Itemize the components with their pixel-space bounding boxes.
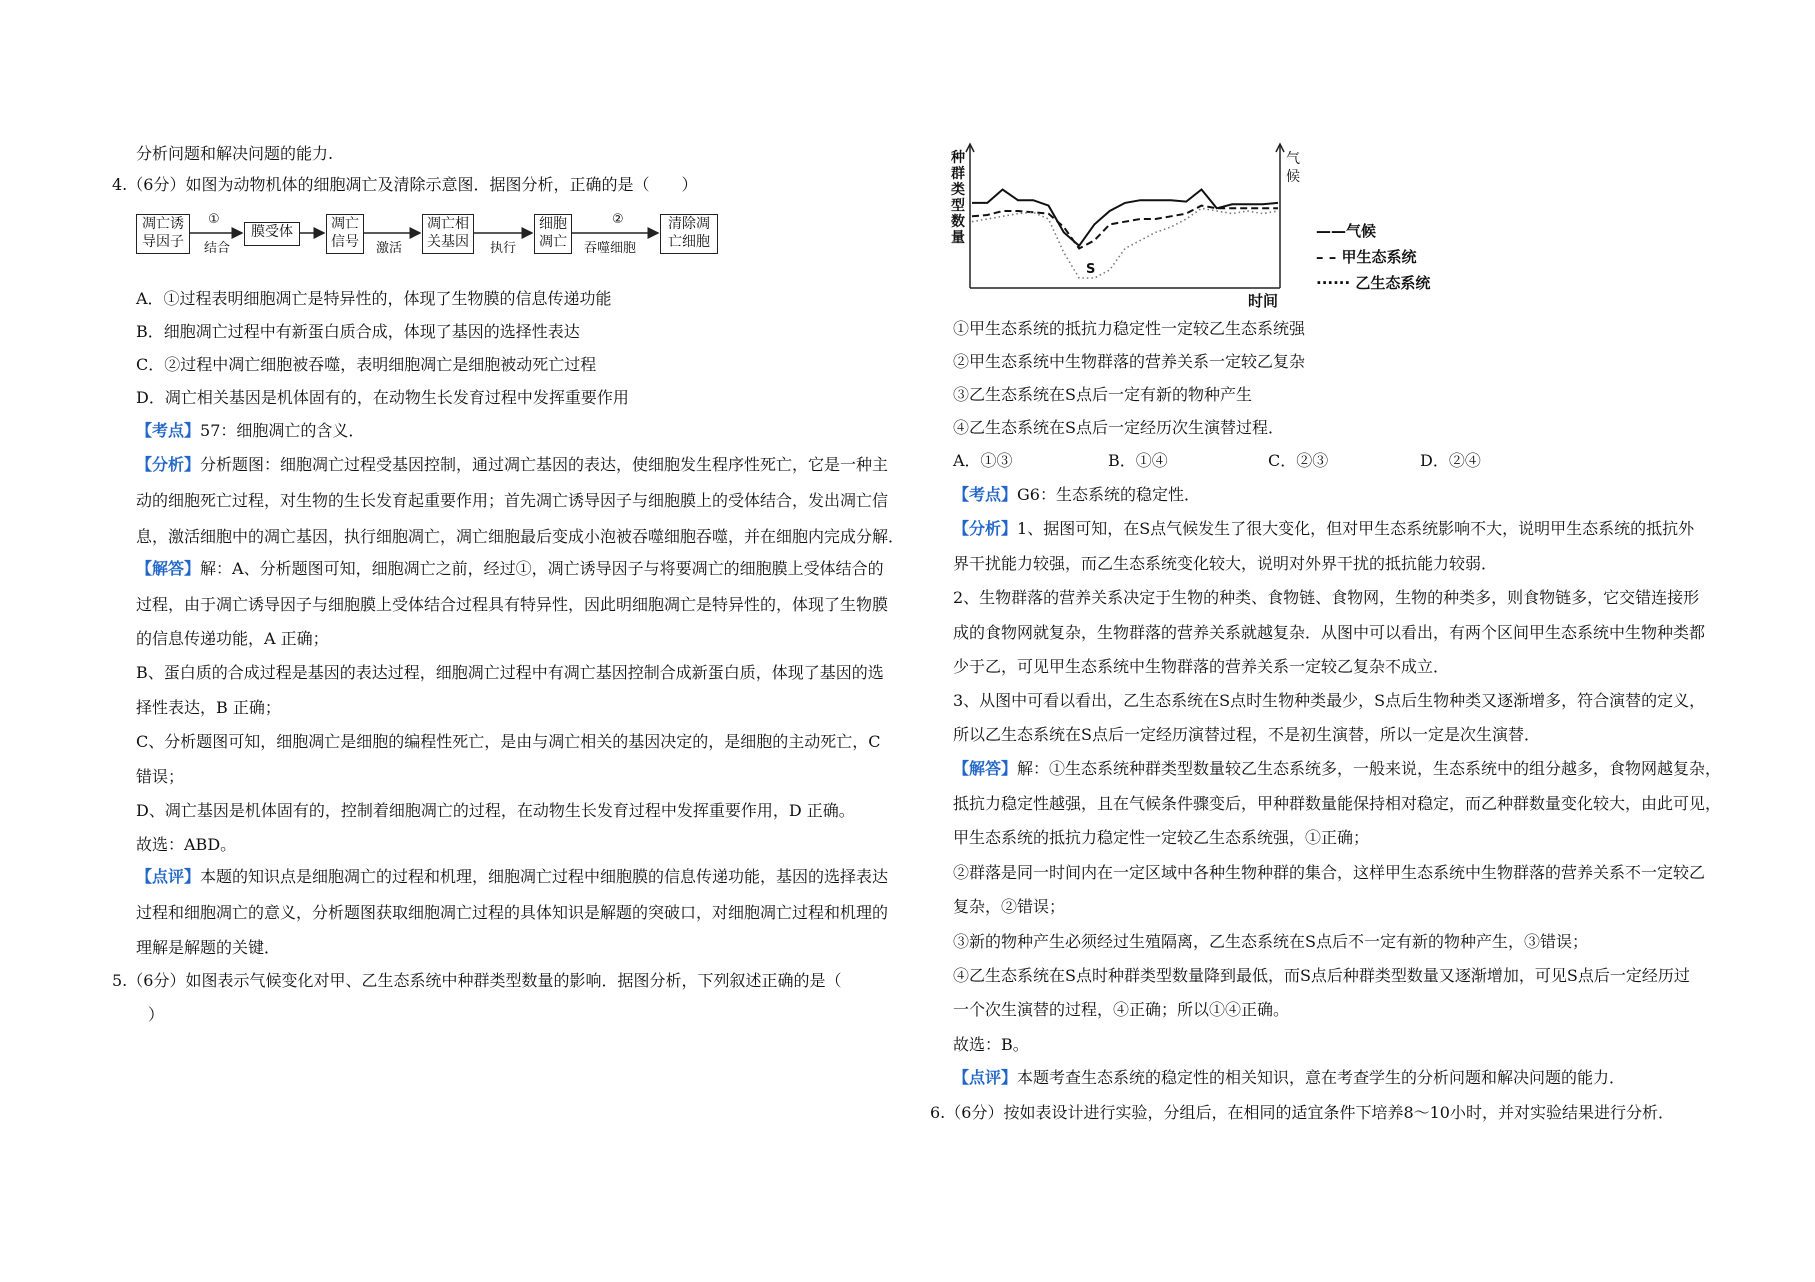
dianping-right: 【点评】本题考查生态系统的稳定性的相关知识，意在考查学生的分析问题和解决问题的能力． bbox=[953, 1068, 1626, 1087]
apoptosis-flow-diagram bbox=[136, 212, 726, 262]
arrow-activate-label: 激活 bbox=[376, 241, 403, 256]
step-2-number: ② bbox=[612, 212, 624, 227]
step-1-number: ① bbox=[208, 212, 220, 227]
jieda-right-2: 抵抗力稳定性越强，且在气候条件骤变后，甲种群数量能保持相对稳定，而乙种群数量变化较大，由此可见， bbox=[953, 794, 1722, 813]
option-d: D．凋亡相关基因是机体固有的，在动物生长发育过程中发挥重要作用 bbox=[136, 388, 629, 407]
statement-4: ④乙生态系统在S点后一定经历次生演替过程． bbox=[953, 418, 1284, 437]
jieda-7: 错误； bbox=[136, 767, 185, 786]
jieda-2: 过程，由于凋亡诱导因子与细胞膜上受体结合过程具有特异性，因此明细胞凋亡是特异性的，体现了生物膜 bbox=[136, 595, 889, 614]
question-5: 5.（6分）如图表示气候变化对甲、乙生态系统中种群类型数量的影响．据图分析，下列叙述正确的是（ bbox=[112, 971, 842, 990]
chart-s-label: S bbox=[1086, 262, 1096, 277]
legend-system-a: – – 甲生态系统 bbox=[1316, 248, 1417, 266]
flow-box-apoptosis: 细胞 凋亡 bbox=[534, 214, 572, 254]
fenxi-right-7: 所以乙生态系统在S点后一定经历演替过程，不是初生演替，所以一定是次生演替． bbox=[953, 725, 1540, 744]
option-c: C．②过程中凋亡细胞被吞噬，表明细胞凋亡是细胞被动死亡过程 bbox=[136, 355, 597, 374]
fenxi-1: 【分析】分析题图：细胞凋亡过程受基因控制，通过凋亡基因的表达，使细胞发生程序性死亡，它是一种主 bbox=[136, 455, 889, 474]
step-2-label: 吞噬细胞 bbox=[584, 241, 637, 256]
jieda-8: D、凋亡基因是机体固有的，控制着细胞凋亡的过程，在动物生长发育过程中发挥重要作用，D 正确。 bbox=[136, 801, 855, 820]
option-a-right: A．①③ bbox=[953, 451, 1013, 470]
option-b-right: B．①④ bbox=[1108, 451, 1168, 470]
chart-x-label: 时间 bbox=[1248, 292, 1279, 310]
jieda-right-7: ④乙生态系统在S点时种群类型数量降到最低，而S点后种群类型数量又逐渐增加，可见S点后一定经历过 bbox=[953, 966, 1690, 985]
flow-box-receptor: 膜受体 bbox=[244, 222, 300, 246]
question-6: 6.（6分）按如表设计进行实验，分组后，在相同的适宜条件下培养8～10小时，并对实验结果进行分析． bbox=[930, 1103, 1674, 1122]
jieda-right-1: 【解答】解：①生态系统种群类型数量较乙生态系统多，一般来说，生态系统中的组分越多，食物网越复杂， bbox=[953, 759, 1722, 778]
jieda-right-5: 复杂，②错误； bbox=[953, 897, 1066, 916]
chart-y-label: 种群类型数量 bbox=[951, 150, 965, 246]
statement-3: ③乙生态系统在S点后一定有新的物种产生 bbox=[953, 385, 1252, 404]
jieda-right-4: ②群落是同一时间内在一定区域中各种生物种群的集合，这样甲生态系统中生物群落的营养关系不一定较乙 bbox=[953, 863, 1706, 882]
statement-2: ②甲生态系统中生物群落的营养关系一定较乙复杂 bbox=[953, 352, 1306, 371]
legend-climate: ——气候 bbox=[1316, 222, 1377, 240]
series-system-b-line bbox=[972, 208, 1278, 278]
kaodian: 【考点】57：细胞凋亡的含义． bbox=[136, 421, 365, 440]
dianping-2: 过程和细胞凋亡的意义，分析题图获取细胞凋亡过程的具体知识是解题的突破口，对细胞凋亡过程和机理的 bbox=[136, 903, 889, 922]
dianping-1: 【点评】本题的知识点是细胞凋亡的过程和机理，细胞凋亡过程中细胞膜的信息传递功能，基因的选择表达 bbox=[136, 867, 889, 886]
flow-box-signal: 凋亡 信号 bbox=[326, 214, 364, 254]
jieda-1: 【解答】解：A、分析题图可知，细胞凋亡之前，经过①，凋亡诱导因子与将要凋亡的细胞膜上受体结合的 bbox=[136, 559, 884, 578]
legend-system-b: ······ 乙生态系统 bbox=[1316, 274, 1431, 292]
fenxi-right-6: 3、从图中可看以看出，乙生态系统在S点时生物种类最少，S点后生物种类又逐渐增多，符合演替的定义， bbox=[953, 691, 1706, 710]
flow-arrows bbox=[136, 212, 726, 262]
statement-1: ①甲生态系统的抵抗力稳定性一定较乙生态系统强 bbox=[953, 319, 1306, 338]
flow-box-genes: 凋亡相 关基因 bbox=[422, 214, 474, 254]
fenxi-2: 动的细胞死亡过程，对生物的生长发育起重要作用；首先凋亡诱导因子与细胞膜上的受体结合，发出凋亡信 bbox=[136, 491, 889, 510]
flow-box-clearance: 清除凋 亡细胞 bbox=[660, 214, 718, 254]
fenxi-right-4: 成的食物网就复杂，生物群落的营养关系就越复杂．从图中可以看出，有两个区间甲生态系统中生物种类都 bbox=[953, 623, 1706, 642]
fenxi-3: 息，激活细胞中的凋亡基因，执行细胞凋亡，凋亡细胞最后变成小泡被吞噬细胞吞噬，并在细胞内完成分解． bbox=[136, 527, 905, 546]
series-climate-line bbox=[972, 190, 1278, 246]
jieda-9: 故选：ABD。 bbox=[136, 835, 237, 854]
jieda-right-3: 甲生态系统的抵抗力稳定性一定较乙生态系统强，①正确； bbox=[953, 828, 1370, 847]
dianping-3: 理解是解题的关键． bbox=[136, 938, 281, 957]
question-4: 4.（6分）如图为动物机体的细胞凋亡及清除示意图．据图分析，正确的是（ ） bbox=[112, 175, 698, 194]
kaodian-right: 【考点】G6：生态系统的稳定性． bbox=[953, 485, 1200, 504]
flow-box-inducer: 凋亡诱 导因子 bbox=[136, 214, 190, 254]
option-c-right: C．②③ bbox=[1268, 451, 1329, 470]
question-5-paren: ） bbox=[148, 1005, 165, 1024]
step-1-label: 结合 bbox=[204, 241, 231, 256]
option-b: B．细胞凋亡过程中有新蛋白质合成，体现了基因的选择性表达 bbox=[136, 322, 580, 341]
fenxi-right-5: 少于乙，可见甲生态系统中生物群落的营养关系一定较乙复杂不成立． bbox=[953, 657, 1450, 676]
jieda-right-8: 一个次生演替的过程，④正确；所以①④正确。 bbox=[953, 1000, 1290, 1019]
jieda-5: 择性表达，B 正确； bbox=[136, 698, 281, 717]
arrow-execute-label: 执行 bbox=[490, 241, 517, 256]
jieda-right-9: 故选：B。 bbox=[953, 1035, 1029, 1054]
option-d-right: D．②④ bbox=[1420, 451, 1481, 470]
jieda-6: C、分析题图可知，细胞凋亡是细胞的编程性死亡，是由与凋亡相关的基因决定的，是细胞的主动死亡，C bbox=[136, 732, 881, 751]
fenxi-right-3: 2、生物群落的营养关系决定于生物的种类、食物链、食物网，生物的种类多，则食物链多，它交错连接形 bbox=[953, 588, 1700, 607]
jieda-right-6: ③新的物种产生必须经过生殖隔离，乙生态系统在S点后不一定有新的物种产生，③错误； bbox=[953, 932, 1588, 951]
fenxi-right-2: 界干扰能力较强，而乙生态系统变化较大，说明对外界干扰的抵抗能力较弱． bbox=[953, 554, 1498, 573]
jieda-3: 的信息传递功能，A 正确； bbox=[136, 629, 329, 648]
chart-y2-label: 气候 bbox=[1286, 151, 1300, 185]
fenxi-right-1: 【分析】1、据图可知，在S点气候发生了很大变化，但对甲生态系统影响不大，说明甲生态系统的抵抗外 bbox=[953, 519, 1695, 538]
jieda-4: B、蛋白质的合成过程是基因的表达过程，细胞凋亡过程中有凋亡基因控制合成新蛋白质，体现了基因的选 bbox=[136, 663, 884, 682]
option-a: A．①过程表明细胞凋亡是特异性的，体现了生物膜的信息传递功能 bbox=[136, 289, 612, 308]
series-system-a-line bbox=[972, 206, 1278, 249]
text-line: 分析问题和解决问题的能力. bbox=[136, 144, 334, 163]
